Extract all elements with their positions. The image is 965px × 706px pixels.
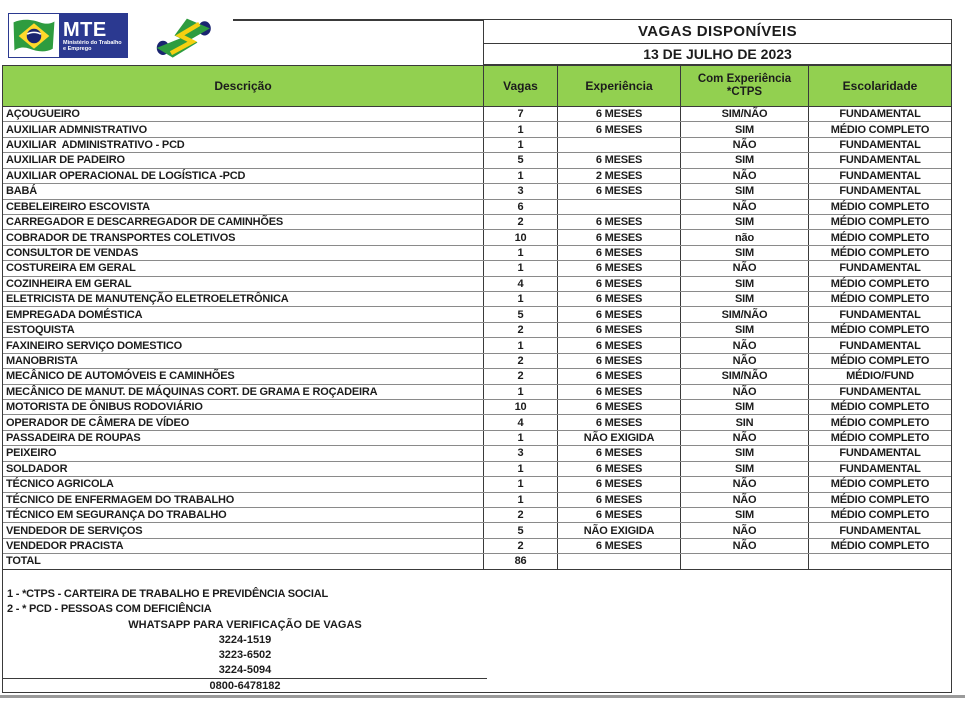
cell-escolaridade: FUNDAMENTAL — [839, 524, 921, 537]
cell-escolaridade: MÉDIO COMPLETO — [830, 277, 930, 290]
cell-ctps: SIM/NÃO — [681, 107, 809, 121]
cell-vagas: 1 — [484, 138, 558, 152]
cell-vagas: 2 — [484, 354, 558, 368]
table-row — [3, 369, 951, 384]
table-row — [3, 153, 951, 168]
cell-descricao: FAXINEIRO SERVIÇO DOMESTICO — [3, 338, 484, 352]
cell-vagas: 1 — [484, 246, 558, 260]
cell-ctps: SIM — [681, 153, 809, 167]
table-row — [3, 477, 951, 492]
cell-descricao: EMPREGADA DOMÉSTICA — [3, 307, 484, 321]
column-header-escolaridade: Escolaridade — [809, 66, 951, 106]
table-row — [3, 138, 951, 153]
cell-experiencia: 6 MESES — [558, 385, 681, 399]
cell-ctps: NÃO — [681, 338, 809, 352]
cell-vagas: 5 — [484, 307, 558, 321]
cell-escolaridade: MÉDIO/FUND — [846, 370, 914, 383]
cell-vagas: 1 — [484, 493, 558, 507]
cell-vagas: 1 — [484, 122, 558, 136]
cell-ctps: SIM — [681, 277, 809, 291]
cell-vagas: 1 — [484, 462, 558, 476]
cell-escolaridade: MÉDIO COMPLETO — [830, 231, 930, 244]
header-top-rule — [233, 19, 483, 21]
mte-ministry-caption: Ministério do Trabalho e Emprego — [63, 40, 122, 52]
cell-vagas: 1 — [484, 385, 558, 399]
table-row — [3, 169, 951, 184]
cell-experiencia: 6 MESES — [558, 493, 681, 507]
cell-descricao: VENDEDOR DE SERVIÇOS — [3, 523, 484, 537]
cell-vagas: 10 — [484, 400, 558, 414]
cell-descricao: AUXILIAR OPERACIONAL DE LOGÍSTICA -PCD — [3, 169, 484, 183]
cell-experiencia: NÃO EXIGIDA — [558, 431, 681, 445]
cell-escolaridade: FUNDAMENTAL — [839, 185, 921, 198]
cell-escolaridade: MÉDIO COMPLETO — [830, 247, 930, 259]
cell-ctps: NÃO — [681, 385, 809, 399]
cell-descricao: AUXILIAR ADMINISTRATIVO - PCD — [3, 138, 484, 152]
table-row — [3, 323, 951, 338]
cell-escolaridade: FUNDAMENTAL — [839, 462, 921, 475]
cell-escolaridade: FUNDAMENTAL — [839, 447, 921, 460]
cell-experiencia — [558, 200, 681, 214]
cell-vagas: 2 — [484, 369, 558, 383]
table-row — [3, 292, 951, 307]
table-row — [3, 354, 951, 369]
hotline-number: 0800-6478182 — [209, 680, 281, 692]
cell-vagas: 5 — [484, 153, 558, 167]
phone-number: 3224-1519 — [218, 634, 272, 646]
cell-escolaridade: MÉDIO COMPLETO — [830, 478, 930, 491]
cell-vagas: 10 — [484, 230, 558, 244]
cell-experiencia: 6 MESES — [558, 369, 681, 383]
table-row — [3, 215, 951, 230]
footnote-pcd: 2 - * PCD - PESSOAS COM DEFICIÊNCIA — [7, 603, 212, 615]
cell-vagas: 3 — [484, 446, 558, 460]
table-row — [3, 184, 951, 199]
cell-escolaridade: MÉDIO COMPLETO — [830, 293, 930, 306]
cell-vagas: 7 — [484, 107, 558, 121]
cell-escolaridade: FUNDAMENTAL — [839, 262, 921, 275]
cell-experiencia: 6 MESES — [558, 307, 681, 321]
table-row — [3, 400, 951, 415]
cell-ctps: SIM — [681, 400, 809, 414]
cell-vagas: 4 — [484, 277, 558, 291]
cell-experiencia: 6 MESES — [558, 184, 681, 198]
cell-descricao: COBRADOR DE TRANSPORTES COLETIVOS — [3, 230, 484, 244]
total-vagas: 86 — [484, 554, 558, 568]
footer-notes-box — [2, 570, 952, 693]
cell-experiencia: 6 MESES — [558, 261, 681, 275]
cell-vagas: 1 — [484, 477, 558, 491]
cell-vagas: 5 — [484, 523, 558, 537]
cell-descricao: COZINHEIRA EM GERAL — [3, 277, 484, 291]
cell-escolaridade: MÉDIO COMPLETO — [830, 324, 930, 337]
cell-experiencia — [558, 138, 681, 152]
cell-ctps: SIM — [681, 323, 809, 337]
cell-ctps: NÃO — [681, 200, 809, 214]
cell-ctps: SIN — [681, 415, 809, 429]
column-header-experiencia: Experiência — [558, 66, 681, 106]
cell-ctps: SIM — [681, 122, 809, 136]
cell-ctps: NÃO — [681, 477, 809, 491]
cell-ctps: SIM — [681, 446, 809, 460]
cell-vagas: 2 — [484, 323, 558, 337]
cell-descricao: MECÂNICO DE MANUT. DE MÁQUINAS CORT. DE GRAMA E ROÇADEIRA — [3, 385, 484, 399]
cell-experiencia: 6 MESES — [558, 462, 681, 476]
table-row — [3, 415, 951, 430]
cell-vagas: 2 — [484, 539, 558, 553]
cell-escolaridade: MÉDIO COMPLETO — [830, 509, 930, 522]
cell-descricao: CARREGADOR E DESCARREGADOR DE CAMINHÕES — [3, 215, 484, 229]
cell-escolaridade: MÉDIO COMPLETO — [830, 432, 930, 445]
column-header-vagas: Vagas — [484, 66, 558, 106]
table-row — [3, 246, 951, 261]
table-row — [3, 493, 951, 508]
mte-logo — [8, 13, 128, 58]
cell-escolaridade: FUNDAMENTAL — [839, 108, 921, 121]
total-empty-ctps — [681, 554, 809, 568]
cell-escolaridade: MÉDIO COMPLETO — [830, 216, 930, 229]
cell-experiencia: 6 MESES — [558, 446, 681, 460]
cell-escolaridade: FUNDAMENTAL — [839, 154, 921, 167]
cell-descricao: MOTORISTA DE ÔNIBUS RODOVIÁRIO — [3, 400, 484, 414]
table-row — [3, 107, 951, 122]
cell-ctps: NÃO — [681, 539, 809, 553]
cell-ctps: NÃO — [681, 523, 809, 537]
bulletin-date: 13 DE JULHO DE 2023 — [643, 46, 792, 62]
cell-escolaridade: FUNDAMENTAL — [839, 169, 921, 182]
total-empty-experiencia — [558, 554, 681, 568]
table-row — [3, 277, 951, 292]
cell-descricao: PEIXEIRO — [3, 446, 484, 460]
footnote-ctps: 1 - *CTPS - CARTEIRA DE TRABALHO E PREVIDÊNCIA SOCIAL — [7, 588, 329, 600]
cell-descricao: AUXILIAR ADMNISTRATIVO — [3, 122, 484, 136]
vacancy-rows — [2, 107, 952, 570]
cell-ctps: SIM — [681, 508, 809, 522]
cell-ctps: NÃO — [681, 354, 809, 368]
cell-experiencia: 6 MESES — [558, 415, 681, 429]
whatsapp-heading: WHATSAPP PARA VERIFICAÇÃO DE VAGAS — [128, 619, 362, 631]
cell-experiencia: 2 MESES — [558, 169, 681, 183]
cell-ctps: não — [681, 230, 809, 244]
cell-experiencia: 6 MESES — [558, 338, 681, 352]
cell-ctps: SIM — [681, 215, 809, 229]
cell-descricao: AUXILIAR DE PADEIRO — [3, 153, 484, 167]
column-header-row — [2, 65, 952, 107]
total-row — [3, 554, 951, 569]
table-row — [3, 523, 951, 538]
cell-experiencia: 6 MESES — [558, 215, 681, 229]
cell-ctps: SIM — [681, 184, 809, 198]
cell-experiencia: 6 MESES — [558, 246, 681, 260]
cell-ctps: SIM — [681, 462, 809, 476]
cell-descricao: PASSADEIRA DE ROUPAS — [3, 431, 484, 445]
cell-descricao: MANOBRISTA — [3, 354, 484, 368]
cell-vagas: 1 — [484, 431, 558, 445]
cell-experiencia: 6 MESES — [558, 292, 681, 306]
mte-panel — [59, 14, 127, 57]
cell-escolaridade: FUNDAMENTAL — [839, 139, 921, 152]
table-row — [3, 508, 951, 523]
cell-experiencia: 6 MESES — [558, 354, 681, 368]
table-row — [3, 338, 951, 353]
cell-vagas: 2 — [484, 508, 558, 522]
cell-escolaridade: FUNDAMENTAL — [839, 385, 921, 398]
column-header-ctps — [681, 66, 809, 106]
cell-descricao: VENDEDOR PRACISTA — [3, 539, 484, 553]
cell-experiencia: 6 MESES — [558, 277, 681, 291]
cell-ctps: NÃO — [681, 493, 809, 507]
cell-escolaridade: MÉDIO COMPLETO — [830, 493, 930, 506]
cell-descricao: TÉCNICO DE ENFERMAGEM DO TRABALHO — [3, 493, 484, 507]
cell-descricao: OPERADOR DE CÂMERA DE VÍDEO — [3, 415, 484, 429]
table-row — [3, 307, 951, 322]
cell-vagas: 1 — [484, 261, 558, 275]
cell-experiencia: 6 MESES — [558, 230, 681, 244]
table-row — [3, 539, 951, 554]
cell-descricao: CEBELEIREIRO ESCOVISTA — [3, 200, 484, 214]
cell-descricao: COSTUREIRA EM GERAL — [3, 261, 484, 275]
cell-descricao: CONSULTOR DE VENDAS — [3, 246, 484, 260]
cell-ctps: NÃO — [681, 138, 809, 152]
cell-descricao: AÇOUGUEIRO — [3, 107, 484, 121]
mte-abbreviation: MTE — [63, 19, 107, 41]
brazil-flag-icon — [9, 14, 59, 57]
table-row — [3, 261, 951, 276]
cell-escolaridade: FUNDAMENTAL — [839, 308, 921, 321]
table-row — [3, 385, 951, 400]
cell-descricao: TÉCNICO EM SEGURANÇA DO TRABALHO — [3, 508, 484, 522]
cell-descricao: BABÁ — [3, 184, 484, 198]
cell-ctps: SIM — [681, 246, 809, 260]
cell-experiencia: NÃO EXIGIDA — [558, 523, 681, 537]
cell-descricao: ESTOQUISTA — [3, 323, 484, 337]
cell-vagas: 1 — [484, 338, 558, 352]
cell-descricao: ELETRICISTA DE MANUTENÇÃO ELETROELETRÔNICA — [3, 292, 484, 306]
cell-experiencia: 6 MESES — [558, 508, 681, 522]
cell-vagas: 1 — [484, 292, 558, 306]
bottom-rule — [0, 695, 965, 698]
cell-descricao: SOLDADOR — [3, 462, 484, 476]
cell-ctps: NÃO — [681, 261, 809, 275]
cell-escolaridade: MÉDIO COMPLETO — [830, 540, 930, 553]
phone-number: 3224-5094 — [218, 664, 272, 676]
title-box — [483, 19, 952, 65]
cell-experiencia: 6 MESES — [558, 400, 681, 414]
column-header-descricao: Descrição — [3, 66, 484, 106]
cell-vagas: 6 — [484, 200, 558, 214]
table-row — [3, 230, 951, 245]
cell-escolaridade: MÉDIO COMPLETO — [830, 401, 930, 414]
cell-vagas: 4 — [484, 415, 558, 429]
cell-descricao: MECÂNICO DE AUTOMÓVEIS E CAMINHÕES — [3, 369, 484, 383]
cell-experiencia: 6 MESES — [558, 107, 681, 121]
cell-ctps: NÃO — [681, 431, 809, 445]
cell-experiencia: 6 MESES — [558, 477, 681, 491]
cell-vagas: 2 — [484, 215, 558, 229]
total-label: TOTAL — [3, 554, 484, 568]
cell-escolaridade: FUNDAMENTAL — [839, 339, 921, 352]
cell-experiencia: 6 MESES — [558, 153, 681, 167]
total-empty-escolaridade — [809, 554, 951, 568]
cell-escolaridade: MÉDIO COMPLETO — [830, 416, 930, 429]
table-row — [3, 200, 951, 215]
cell-ctps: SIM — [681, 292, 809, 306]
column-header-ctps-line1: Com Experiência — [697, 73, 792, 85]
table-row — [3, 462, 951, 477]
cell-ctps: SIM/NÃO — [681, 307, 809, 321]
page-title: VAGAS DISPONÍVEIS — [484, 20, 951, 44]
cell-experiencia: 6 MESES — [558, 122, 681, 136]
cell-ctps: SIM/NÃO — [681, 369, 809, 383]
cell-escolaridade: MÉDIO COMPLETO — [830, 123, 930, 136]
cell-experiencia: 6 MESES — [558, 539, 681, 553]
cell-experiencia: 6 MESES — [558, 323, 681, 337]
cell-escolaridade: MÉDIO COMPLETO — [830, 200, 930, 213]
cell-vagas: 1 — [484, 169, 558, 183]
cell-descricao: TÉCNICO AGRICOLA — [3, 477, 484, 491]
sine-chevron-icon — [155, 17, 217, 61]
table-row — [3, 431, 951, 446]
table-row — [3, 446, 951, 461]
hotline-divider — [3, 678, 487, 679]
table-row — [3, 122, 951, 137]
phone-number: 3223-6502 — [218, 649, 272, 661]
cell-ctps: NÃO — [681, 169, 809, 183]
cell-vagas: 3 — [484, 184, 558, 198]
column-header-ctps-line2: *CTPS — [726, 86, 763, 98]
cell-escolaridade: MÉDIO COMPLETO — [830, 354, 930, 367]
